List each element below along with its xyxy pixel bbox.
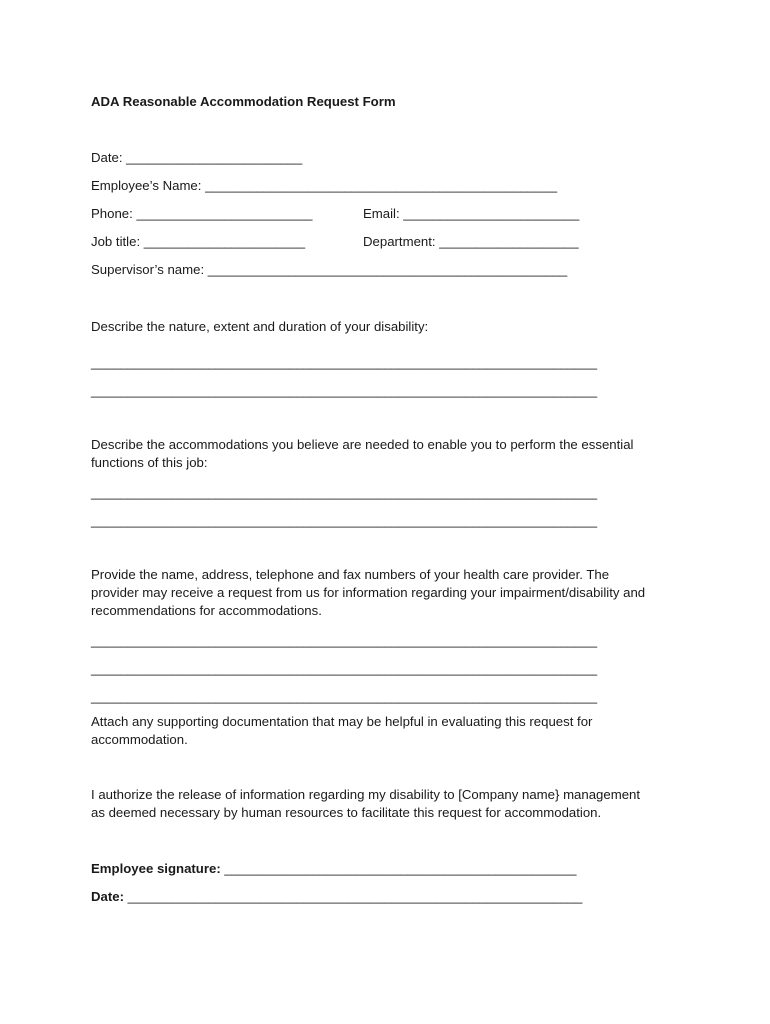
signature-date-blank[interactable]: ______________________________________________________________ bbox=[123, 889, 583, 904]
date-field[interactable]: Date: ________________________ bbox=[91, 150, 303, 165]
signature-date-label: Date: bbox=[91, 889, 124, 904]
provider-question-line-2: provider may receive a request from us for information regarding your impairment/disability and bbox=[91, 585, 646, 600]
accommodations-answer-line-2[interactable]: _____________________________________________________________________ bbox=[91, 513, 598, 528]
employee-signature-blank[interactable]: ________________________________________________ bbox=[220, 861, 577, 876]
employee-signature-row[interactable] bbox=[91, 860, 576, 878]
disability-answer-line-1[interactable]: _____________________________________________________________________ bbox=[91, 355, 598, 370]
provider-answer-line-3[interactable]: _____________________________________________________________________ bbox=[91, 689, 598, 704]
provider-answer-line-2[interactable]: _____________________________________________________________________ bbox=[91, 661, 598, 676]
attach-note-line-1: Attach any supporting documentation that may be helpful in evaluating this request for bbox=[91, 714, 593, 729]
employee-name-field[interactable]: Employee’s Name: ________________________________________________ bbox=[91, 178, 558, 193]
form-title: ADA Reasonable Accommodation Request Form bbox=[91, 94, 396, 109]
accommodations-question-line-2: functions of this job: bbox=[91, 455, 208, 470]
employee-signature-label: Employee signature: bbox=[91, 861, 221, 876]
provider-answer-line-1[interactable]: _____________________________________________________________________ bbox=[91, 633, 598, 648]
disability-question: Describe the nature, extent and duration of your disability: bbox=[91, 319, 429, 334]
authorization-line-2: as deemed necessary by human resources to facilitate this request for accommodation. bbox=[91, 805, 602, 820]
provider-question-line-1: Provide the name, address, telephone and fax numbers of your health care provider. The bbox=[91, 567, 610, 582]
supervisor-name-field[interactable]: Supervisor’s name: _________________________________________________ bbox=[91, 262, 568, 277]
accommodations-question-line-1: Describe the accommodations you believe are needed to enable you to perform the essential bbox=[91, 437, 634, 452]
job-title-field[interactable]: Job title: ______________________ bbox=[91, 234, 306, 249]
attach-note-line-2: accommodation. bbox=[91, 732, 188, 747]
provider-question-line-3: recommendations for accommodations. bbox=[91, 603, 322, 618]
phone-field[interactable]: Phone: ________________________ bbox=[91, 206, 313, 221]
department-field[interactable]: Department: ___________________ bbox=[363, 234, 579, 249]
email-field[interactable]: Email: ________________________ bbox=[363, 206, 580, 221]
accommodations-answer-line-1[interactable]: _____________________________________________________________________ bbox=[91, 485, 598, 500]
signature-date-row[interactable] bbox=[91, 888, 582, 906]
disability-answer-line-2[interactable]: _____________________________________________________________________ bbox=[91, 383, 598, 398]
authorization-line-1: I authorize the release of information regarding my disability to [Company name} management bbox=[91, 787, 641, 802]
